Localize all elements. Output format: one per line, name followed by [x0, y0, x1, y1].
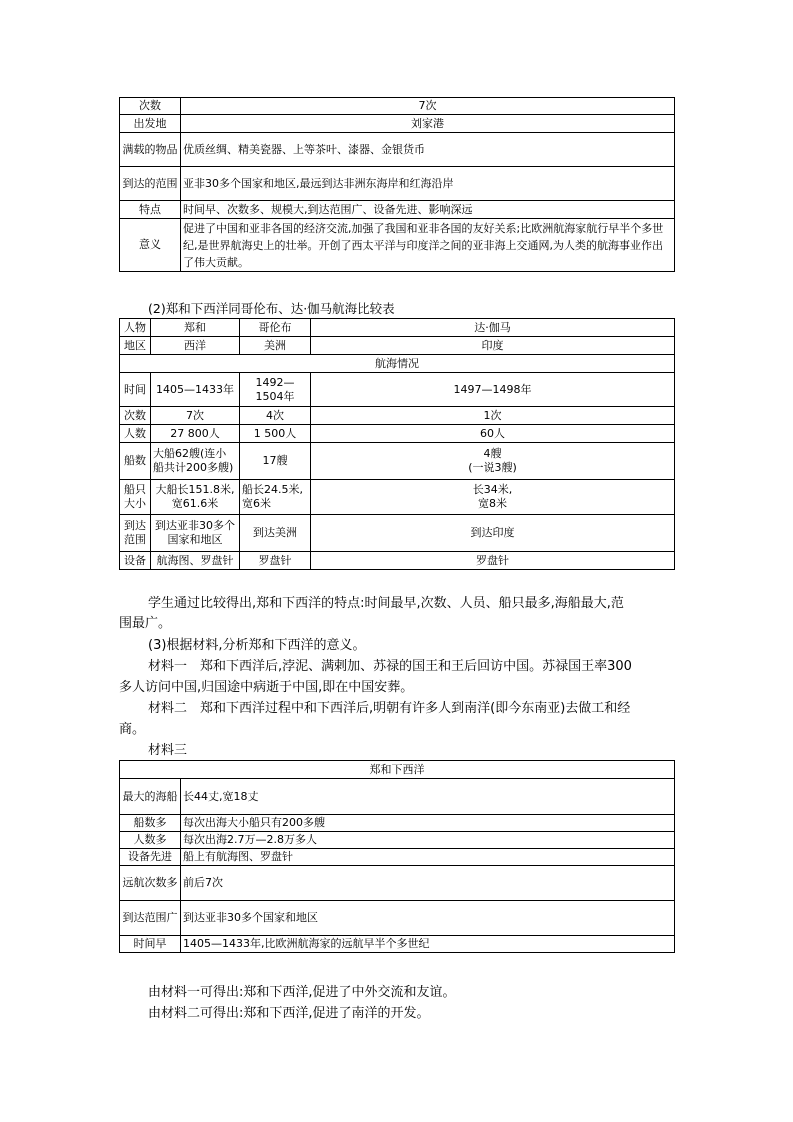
table-cell: 到达亚非30多个国家和地区 — [151, 515, 240, 552]
table-cell: 1497—1498年 — [311, 373, 675, 407]
table-cell: 罗盘针 — [240, 552, 311, 570]
table-cell: 17艘 — [240, 443, 311, 480]
row-value: 刘家港 — [181, 115, 675, 133]
table-row — [120, 866, 675, 901]
paragraph-line: 材料一 郑和下西洋后,浡泥、满剌加、苏禄的国王和王后回访中国。苏禄国王率300 — [148, 659, 632, 674]
table-cell: 到达美洲 — [240, 515, 311, 552]
row-label: 人数 — [120, 425, 151, 443]
row-label: 次数 — [120, 98, 181, 115]
row-label: 满载的物品 — [120, 133, 181, 167]
section-row — [120, 355, 675, 373]
table-row — [120, 373, 675, 407]
table-row — [120, 552, 675, 570]
table-cell: 27 800人 — [151, 425, 240, 443]
paragraph-line: 材料二 郑和下西洋过程中和下西洋后,明朝有许多人到南洋(即今东南亚)去做工和经 — [148, 701, 631, 716]
row-value: 促进了中国和亚非各国的经济交流,加强了我国和亚非各国的友好关系;比欧洲航海家航行早半个多世纪,是世界航海史上的壮举。开创了西太平洋与印度洋之间的亚非海上交通网,为人类的航海事业作出了伟大贡献。 — [181, 219, 675, 272]
row-label: 到达范围广 — [120, 901, 181, 936]
row-value: 每次出海2.7万—2.8万多人 — [181, 832, 675, 849]
table-row — [120, 515, 675, 552]
column-header: 人物 — [120, 319, 151, 337]
table-row — [120, 407, 675, 425]
row-label: 意义 — [120, 219, 181, 272]
row-label: 次数 — [120, 407, 151, 425]
row-label: 远航次数多 — [120, 866, 181, 901]
row-value: 船上有航海图、罗盘针 — [181, 849, 675, 866]
table-cell: 罗盘针 — [311, 552, 675, 570]
table-cell: 1次 — [311, 407, 675, 425]
table-cell: 美洲 — [240, 337, 311, 355]
row-label: 船数多 — [120, 815, 181, 832]
table-cell: 西洋 — [151, 337, 240, 355]
row-value: 长44丈,宽18丈 — [181, 779, 675, 815]
row-value: 优质丝绸、精美瓷器、上等茶叶、漆器、金银货币 — [181, 133, 675, 167]
row-label: 地区 — [120, 337, 151, 355]
table-row — [120, 815, 675, 832]
table-cell: 大船62艘(连小船共计200多艘) — [151, 443, 240, 480]
table-row — [120, 832, 675, 849]
column-header: 哥伦布 — [240, 319, 311, 337]
table-cell: 4艘 (一说3艘) — [311, 443, 675, 480]
row-value: 亚非30多个国家和地区,最远到达非洲东海岸和红海沿岸 — [181, 167, 675, 201]
conclusion-line: 由材料一可得出:郑和下西洋,促进了中外交流和友谊。 — [148, 985, 456, 1000]
table-row — [120, 779, 675, 815]
table-cell: 到达印度 — [311, 515, 675, 552]
row-label: 人数多 — [120, 832, 181, 849]
table-row — [120, 133, 675, 167]
row-label: 船只大小 — [120, 480, 151, 515]
table-row — [120, 98, 675, 115]
paragraph-line: 围最广。 — [119, 616, 172, 631]
table-voyage-comparison — [119, 318, 675, 570]
table-row — [120, 425, 675, 443]
table-row — [120, 201, 675, 219]
table-cell: 1492—1504年 — [240, 373, 311, 407]
row-label: 船数 — [120, 443, 151, 480]
table-cell: 7次 — [151, 407, 240, 425]
table-cell: 航海图、罗盘针 — [151, 552, 240, 570]
paragraph-line: 材料三 — [148, 743, 188, 758]
table-voyage-summary — [119, 97, 675, 272]
table-title: 郑和下西洋 — [120, 761, 675, 779]
row-value: 前后7次 — [181, 866, 675, 901]
table-header-row — [120, 761, 675, 779]
table-cell: 60人 — [311, 425, 675, 443]
row-label: 最大的海船 — [120, 779, 181, 815]
row-label: 设备 — [120, 552, 151, 570]
table-header-row — [120, 319, 675, 337]
paragraph-line: 商。 — [119, 722, 146, 737]
row-label: 设备先进 — [120, 849, 181, 866]
table-cell: 印度 — [311, 337, 675, 355]
column-header: 达·伽马 — [311, 319, 675, 337]
section-title: 航海情况 — [120, 355, 675, 373]
table-row — [120, 901, 675, 936]
row-label: 时间早 — [120, 936, 181, 953]
row-value: 7次 — [181, 98, 675, 115]
row-label: 时间 — [120, 373, 151, 407]
conclusion-line: 由材料二可得出:郑和下西洋,促进了南洋的开发。 — [148, 1006, 430, 1021]
table-cell: 船长24.5米,宽6米 — [240, 480, 311, 515]
paragraph-line: (3)根据材料,分析郑和下西洋的意义。 — [148, 638, 366, 653]
row-label: 出发地 — [120, 115, 181, 133]
paragraph-line: 多人访问中国,归国途中病逝于中国,即在中国安葬。 — [119, 680, 414, 695]
table-row — [120, 936, 675, 953]
table-row — [120, 115, 675, 133]
comparison-table-caption: (2)郑和下西洋同哥伦布、达·伽马航海比较表 — [148, 301, 395, 316]
table-cell: 1405—1433年 — [151, 373, 240, 407]
table-row — [120, 849, 675, 866]
table-row — [120, 167, 675, 201]
table-cell: 1 500人 — [240, 425, 311, 443]
paragraph-line: 学生通过比较得出,郑和下西洋的特点:时间最早,次数、人员、船只最多,海船最大,范 — [148, 596, 624, 611]
table-cell: 长34米, 宽8米 — [311, 480, 675, 515]
table-cell: 大船长151.8米,宽61.6米 — [151, 480, 240, 515]
table-material-three — [119, 760, 675, 953]
table-row — [120, 337, 675, 355]
row-label: 到达的范围 — [120, 167, 181, 201]
row-label: 特点 — [120, 201, 181, 219]
row-value: 时间早、次数多、规模大,到达范围广、设备先进、影响深远 — [181, 201, 675, 219]
table-row — [120, 480, 675, 515]
table-row — [120, 219, 675, 272]
row-value: 到达亚非30多个国家和地区 — [181, 901, 675, 936]
table-cell: 4次 — [240, 407, 311, 425]
table-row — [120, 443, 675, 480]
row-value: 1405—1433年,比欧洲航海家的远航早半个多世纪 — [181, 936, 675, 953]
column-header: 郑和 — [151, 319, 240, 337]
row-label: 到达范围 — [120, 515, 151, 552]
row-value: 每次出海大小船只有200多艘 — [181, 815, 675, 832]
